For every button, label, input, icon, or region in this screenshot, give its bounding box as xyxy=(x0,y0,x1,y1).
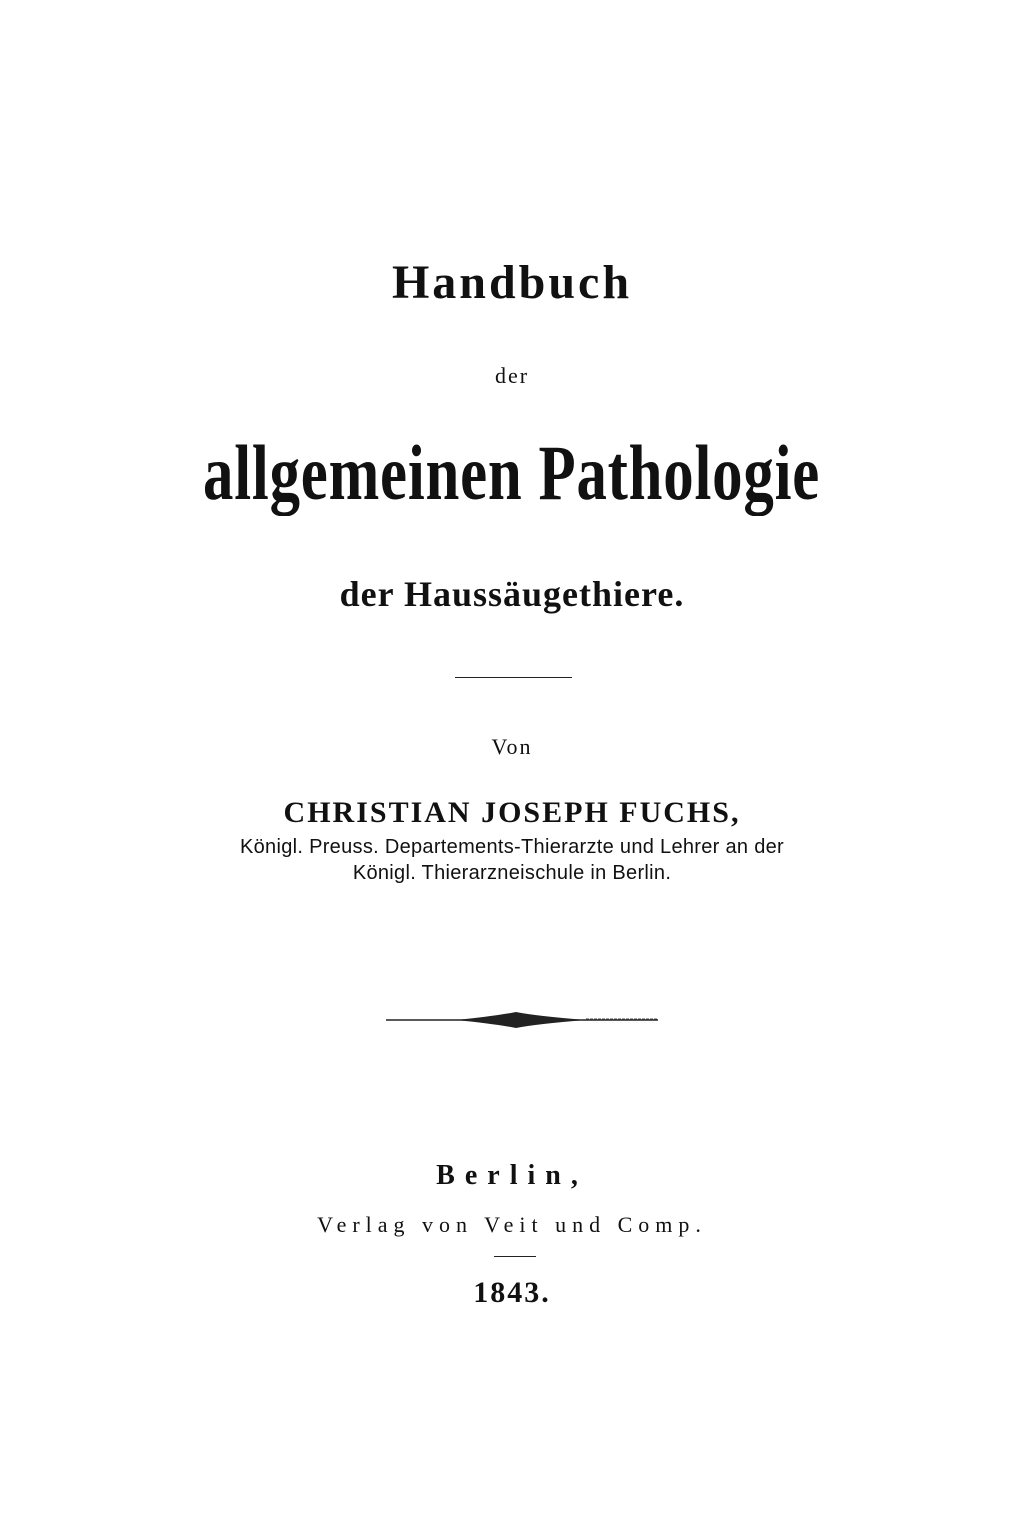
book-title: Handbuch xyxy=(391,256,633,309)
main-title xyxy=(0,428,1024,518)
title-connector: der xyxy=(494,363,530,388)
subtitle: der Haussäugethiere. xyxy=(339,574,685,614)
tiny-divider xyxy=(494,1256,536,1257)
publication-year: 1843. xyxy=(473,1276,551,1309)
publication-city: Berlin, xyxy=(436,1160,588,1191)
publisher: Verlag von Veit und Comp. xyxy=(317,1212,707,1237)
main-title-text: allgemeinen Pathologie xyxy=(203,429,821,516)
author-credentials-line-1: Königl. Preuss. Departements-Thierarzte und Lehrer an der xyxy=(239,836,785,858)
author-name: CHRISTIAN JOSEPH FUCHS, xyxy=(283,796,741,829)
short-divider xyxy=(455,677,572,678)
author-credentials-line-2: Königl. Thierarzneischule in Berlin. xyxy=(352,862,672,884)
ornamental-divider-icon xyxy=(386,1008,658,1032)
by-label: Von xyxy=(491,734,533,759)
